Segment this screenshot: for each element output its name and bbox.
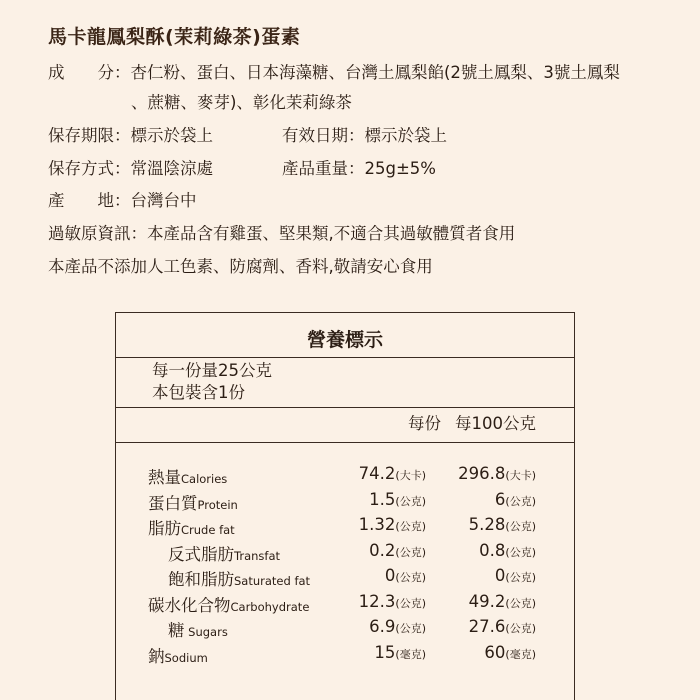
product-title: 馬卡龍鳳梨酥(茉莉綠茶)蛋素	[48, 26, 301, 48]
nutrient-name	[148, 515, 235, 539]
value-per-100g	[484, 643, 536, 662]
nutrient-name-en: Transfat	[234, 548, 280, 563]
nutrient-name	[148, 592, 309, 616]
ingredients-line-1	[48, 62, 620, 84]
shelf-life: 保存期限：標示於袋上	[48, 126, 213, 145]
value-per-100g-unit: (公克)	[505, 545, 536, 559]
value-per-serving	[369, 617, 426, 636]
value-per-100g	[495, 490, 536, 509]
storage-method: 保存方式：常溫陰涼處	[48, 159, 213, 178]
value-per-serving	[359, 592, 426, 611]
nutrition-title: 營養標示	[306, 329, 383, 351]
value-per-100g-unit: (公克)	[505, 571, 536, 584]
origin-line	[48, 190, 197, 212]
value-per-100g-number: 296.8	[458, 464, 506, 483]
value-per-100g-unit: (公克)	[505, 596, 536, 610]
nutrient-name-zh: 脂肪	[148, 519, 181, 538]
value-per-100g-number: 5.28	[468, 515, 506, 534]
nutrient-name-en: Sugars	[184, 625, 228, 639]
nutrient-name-en: Sodium	[164, 650, 208, 665]
column-header-per-100g: 每100公克	[455, 414, 536, 433]
value-per-100g	[479, 541, 536, 560]
value-per-serving-unit: (公克)	[395, 571, 426, 584]
ingredients-label: 成 分：	[48, 63, 131, 82]
nutrient-row	[116, 566, 574, 591]
divider	[116, 357, 574, 358]
value-per-100g	[495, 566, 536, 585]
value-per-serving-number: 0	[384, 566, 396, 585]
value-per-100g-number: 27.6	[468, 617, 506, 636]
value-per-serving	[359, 464, 426, 483]
value-per-100g	[469, 617, 536, 636]
origin-label: 產 地：	[48, 191, 131, 210]
serving-size: 每一份量25公克	[152, 361, 272, 380]
nutrient-name-zh: 飽和脂肪	[168, 570, 234, 589]
nutrient-row	[116, 592, 574, 617]
nutrient-row	[116, 515, 574, 540]
nutrient-name	[148, 464, 227, 488]
origin-value: 台灣台中	[130, 191, 197, 210]
divider	[116, 407, 574, 408]
nutrient-name-zh: 熱量	[148, 468, 181, 487]
expiry-date: 有效日期：標示於袋上	[282, 126, 447, 145]
nutrient-name-en: Calories	[181, 472, 228, 486]
nutrition-facts-table	[115, 312, 575, 700]
nutrient-name	[168, 617, 228, 641]
value-per-100g-unit: (公克)	[505, 622, 536, 635]
ingredients-line-2: 、蔗糖、麥芽)、彰化茉莉綠茶	[131, 93, 352, 112]
value-per-serving-number: 74.2	[358, 464, 396, 483]
value-per-100g	[469, 515, 536, 534]
nutrient-name-zh: 碳水化合物	[148, 595, 231, 615]
value-per-serving-unit: (毫克)	[395, 647, 426, 661]
ingredients-text-1: 杏仁粉、蛋白、日本海藻糖、台灣土鳳梨餡(2號土鳳梨、3號土鳳梨	[130, 63, 620, 82]
value-per-serving-unit: (公克)	[395, 622, 426, 635]
nutrient-row	[116, 490, 574, 515]
value-per-serving-number: 15	[374, 642, 396, 662]
nutrient-name-en: Saturated fat	[234, 574, 311, 588]
value-per-100g-number: 0	[494, 566, 506, 585]
nutrient-name-en: Crude fat	[181, 523, 235, 537]
value-per-serving	[385, 566, 426, 585]
value-per-serving-number: 0.2	[369, 540, 396, 560]
nutrient-row	[116, 643, 574, 668]
nutrient-name-zh: 鈉	[148, 646, 165, 666]
value-per-serving-number: 6.9	[369, 617, 396, 636]
product-weight: 產品重量：25g±5%	[282, 159, 436, 178]
value-per-serving-unit: (公克)	[395, 545, 426, 559]
nutrient-name	[168, 541, 280, 565]
nutrient-name-zh: 蛋白質	[148, 493, 198, 513]
value-per-serving-unit: (大卡)	[395, 469, 426, 482]
value-per-serving-unit: (公克)	[395, 494, 426, 508]
nutrient-row	[116, 464, 574, 489]
value-per-100g-number: 0.8	[479, 540, 506, 560]
nutrient-name-zh: 糖	[168, 621, 185, 640]
value-per-100g-number: 49.2	[468, 591, 506, 611]
value-per-100g	[458, 464, 536, 483]
servings-per-package: 本包裝含1份	[152, 383, 245, 402]
nutrient-name-en: Carbohydrate	[230, 599, 310, 614]
nutrient-row	[116, 541, 574, 566]
value-per-serving	[359, 515, 426, 534]
value-per-100g-unit: (公克)	[505, 520, 536, 533]
nutrient-name	[168, 566, 310, 590]
divider	[116, 442, 574, 443]
nutrient-row	[116, 617, 574, 642]
value-per-100g	[469, 592, 536, 611]
allergen-info: 過敏原資訊：本產品含有雞蛋、堅果類,不適合其過敏體質者食用	[48, 224, 516, 243]
value-per-serving-unit: (公克)	[395, 520, 426, 533]
value-per-serving-unit: (公克)	[395, 596, 426, 610]
nutrient-name-zh: 反式脂肪	[168, 544, 234, 564]
value-per-100g-number: 60	[484, 642, 506, 662]
value-per-serving-number: 12.3	[358, 591, 396, 611]
nutrient-name	[148, 643, 208, 667]
nutrient-name	[148, 490, 238, 514]
value-per-serving	[374, 643, 426, 662]
value-per-serving	[369, 541, 426, 560]
nutrient-name-en: Protein	[197, 497, 238, 512]
value-per-serving-number: 1.5	[369, 489, 396, 509]
value-per-serving	[369, 490, 426, 509]
additive-notice: 本產品不添加人工色素、防腐劑、香料,敬請安心食用	[48, 257, 433, 276]
column-header-per-serving: 每份	[408, 414, 441, 433]
value-per-serving-number: 1.32	[358, 515, 396, 534]
value-per-100g-unit: (毫克)	[505, 647, 536, 661]
value-per-100g-unit: (公克)	[505, 494, 536, 508]
value-per-100g-unit: (大卡)	[505, 469, 536, 482]
value-per-100g-number: 6	[494, 489, 506, 509]
